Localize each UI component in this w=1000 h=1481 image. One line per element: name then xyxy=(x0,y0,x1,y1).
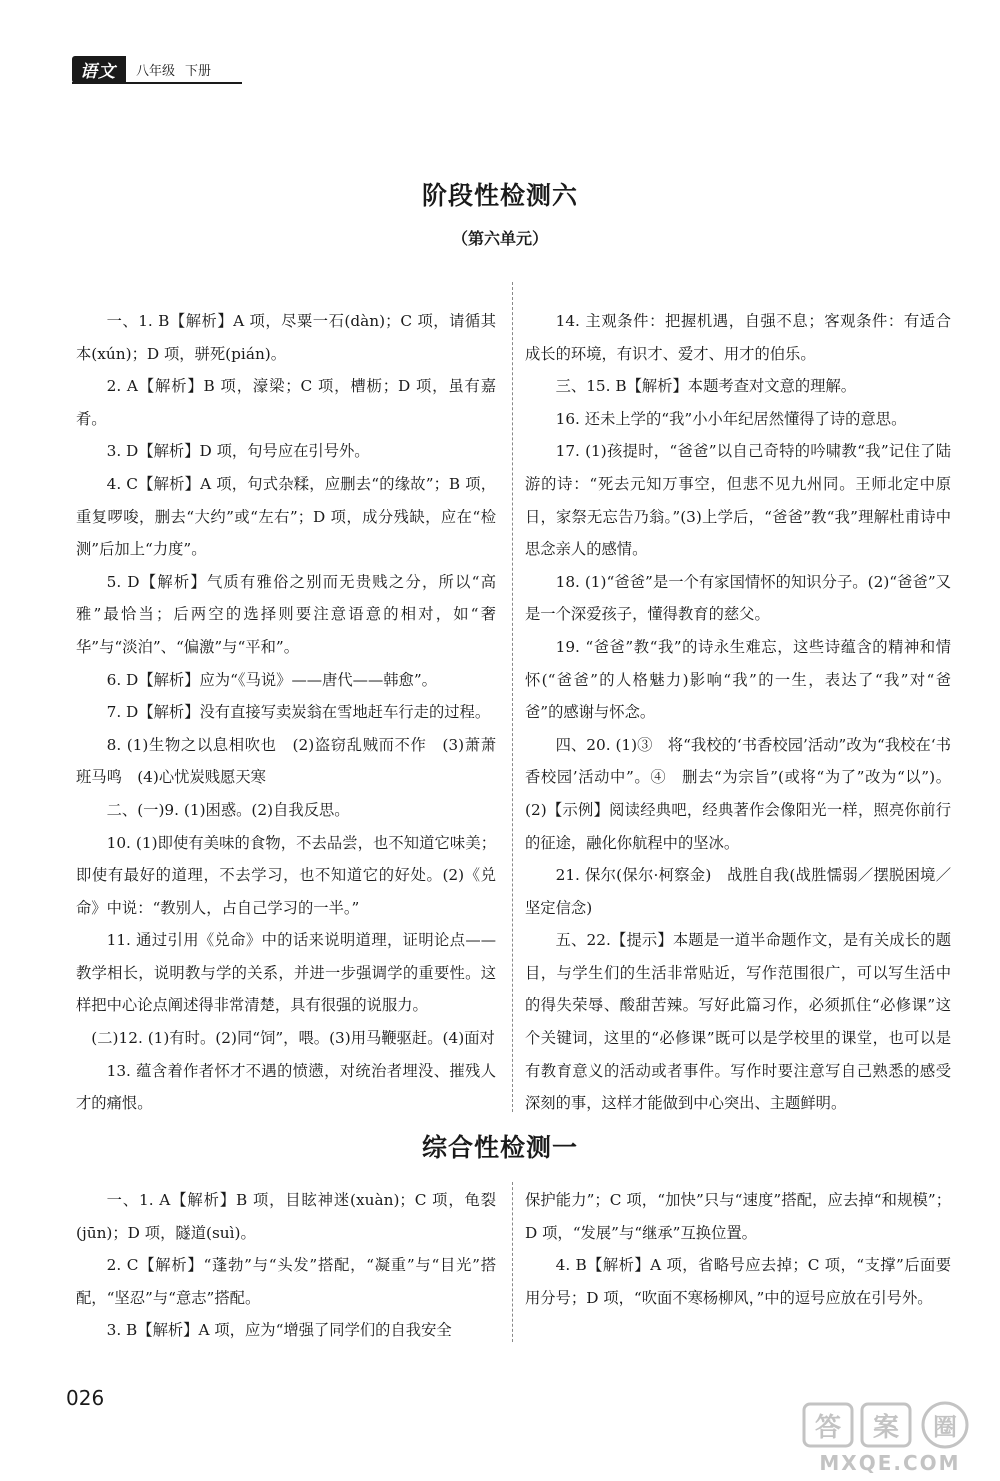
answer-item: 五、22.【提示】本题是一道半命题作文，是有关成长的题目，与学生们的生活非常贴近，写作范围很广，可以写生活中的得失荣辱、酸甜苦辣。写好此篇习作，必须抓住“必修课”这个关键词，这里的“必修课”既可以是学校里的课堂，也可以是有教育意义的活动或者事件。写作时要注意写自己熟悉的感受深刻的事，这样才能做到中心突出、主题鲜明。 xyxy=(525,931,951,1113)
answer-item: 4. B【解析】A 项，省略号应去掉；C 项，“支撑”后面要用分号；D 项，“吹面不寒杨柳风，”中的逗号应放在引号外。 xyxy=(525,1256,951,1307)
answer-item: 13. 蕴含着作者怀才不遇的愤懑，对统治者埋没、摧残人才的痛恨。 xyxy=(76,1061,496,1113)
section-subtitle-unit-6: （第六单元） xyxy=(451,229,548,248)
answer-item: 10. (1)即使有美味的食物，不去品尝，也不知道它味美；即使有最好的道理，不去学习，也不知道它的好处。(2)《兑命》中说：“教别人，占自己学习的一半。” xyxy=(76,833,496,917)
answer-item: 四、20. (1)③ 将“我校的‘书香校园’活动”改为“我校在‘书香校园’活动中”。④ 删去“为宗旨”(或将“为了”改为“以”)。(2)【示例】阅读经典吧，经典著作会像阳光一样，照亮你前行的征途，融化你航程中的坚冰。 xyxy=(525,735,951,852)
answer-item: 2. A【解析】B 项，濠梁；C 项，槽枥；D 项，虽有嘉肴。 xyxy=(76,377,496,428)
answer-item: 二、(一)9. (1)困惑。(2)自我反思。 xyxy=(106,800,350,819)
header-volume: 下册 xyxy=(185,63,212,79)
section1-left-column xyxy=(76,305,496,1120)
answer-item: 保护能力”；C 项，“加快”只与“速度”搭配，应去掉“和规模”；D 项，“发展”与“继承”互换位置。 xyxy=(525,1191,951,1242)
running-header xyxy=(72,56,211,82)
answer-item: 19. “爸爸”教“我”的诗永生难忘，这些诗蕴含的精神和情怀(“爸爸”的人格魅力)影响“我”的一生，表达了“我”对“爸爸”的感谢与怀念。 xyxy=(525,637,951,722)
answer-item: 7. D【解析】没有直接写卖炭翁在雪地赶车行走的过程。 xyxy=(106,703,491,722)
answer-item: 21. 保尔(保尔·柯察金) 战胜自我(战胜懦弱／摆脱困境／坚定信念) xyxy=(525,866,951,917)
header-rule xyxy=(72,82,242,84)
answer-item: 三、15. B【解析】本题考查对文意的理解。 xyxy=(555,377,857,396)
page-number: 026 xyxy=(66,1386,105,1410)
answer-item: 6. D【解析】应为“《马说》——唐代——韩愈”。 xyxy=(106,670,437,689)
answer-item: 18. (1)“爸爸”是一个有家国情怀的知识分子。(2)“爸爸”又是一个深爱孩子，懂得教育的慈父。 xyxy=(525,572,951,624)
section-title-stage-test-6: 阶段性检测六 xyxy=(421,181,578,210)
answer-item: 14. 主观条件：把握机遇，自强不息；客观条件：有适合成长的环境，有识才、爱才、用才的伯乐。 xyxy=(525,312,951,363)
header-subject: 语文 xyxy=(72,56,126,83)
watermark-logo xyxy=(800,1400,980,1476)
section2-left-column xyxy=(76,1184,496,1347)
svg-text:案: 案 xyxy=(872,1413,900,1443)
header-grade: 八年级 xyxy=(136,63,176,79)
answer-item: 17. (1)孩提时，“爸爸”以自己奇特的吟啸教“我”记住了陆游的诗：“死去元知万事空，但悲不见九州同。王师北定中原日，家祭无忘告乃翁。”(3)上学后，“爸爸”教“我”理解杜甫诗中思念亲人的感情。 xyxy=(525,442,951,559)
column-divider xyxy=(512,282,513,1112)
section2-right-column xyxy=(525,1184,951,1314)
answer-item: 11. 通过引用《兑命》中的话来说明道理，证明论点——教学相长，说明教与学的关系，并进一步强调学的重要性。这样把中心论点阐述得非常清楚，具有很强的说服力。 xyxy=(76,931,496,1015)
answer-item: 4. C【解析】A 项，句式杂糅，应删去“的缘故”；B 项，重复啰唆，删去“大约”或“左右”；D 项，成分残缺，应在“检测”后加上“力度”。 xyxy=(76,474,496,559)
svg-text:答: 答 xyxy=(814,1413,842,1443)
answer-item: 8. (1)生物之以息相吹也 (2)盗窃乱贼而不作 (3)萧萧班马鸣 (4)心忧炭贱愿天寒 xyxy=(76,735,496,787)
answer-item: 2. C【解析】“蓬勃”与“头发”搭配，“凝重”与“目光”搭配，“坚忍”与“意志”搭配。 xyxy=(76,1256,496,1307)
svg-text:圈: 圈 xyxy=(933,1413,957,1441)
section-title-comprehensive-test-1: 综合性检测一 xyxy=(421,1133,578,1162)
column-divider xyxy=(512,1182,513,1342)
answer-item: 一、1. A【解析】B 项，目眩神迷(xuàn)；C 项，龟裂(jūn)；D 项，隧道(suì)。 xyxy=(76,1191,496,1242)
answer-item: 5. D【解析】气质有雅俗之别而无贵贱之分，所以“高雅”最恰当；后两空的选择则要注意语意的相对，如“奢华”与“淡泊”、“偏激”与“平和”。 xyxy=(76,572,496,656)
answer-item: 3. D【解析】D 项，句号应在引号外。 xyxy=(106,442,370,461)
section1-right-column xyxy=(525,305,951,1120)
svg-text:MXQE.COM: MXQE.COM xyxy=(819,1451,961,1475)
answer-item: 3. B【解析】A 项，应为“增强了同学们的自我安全 xyxy=(106,1321,452,1340)
answer-item: 16. 还未上学的“我”小小年纪居然懂得了诗的意思。 xyxy=(555,409,907,428)
answer-item: (二)12. (1)有时。(2)同“饲”，喂。(3)用马鞭驱赶。(4)面对 xyxy=(91,1029,495,1048)
answer-item: 一、1. B【解析】A 项，尽粟一石(dàn)；C 项，请循其本(xún)；D 项，骈死(pián)。 xyxy=(76,312,496,363)
